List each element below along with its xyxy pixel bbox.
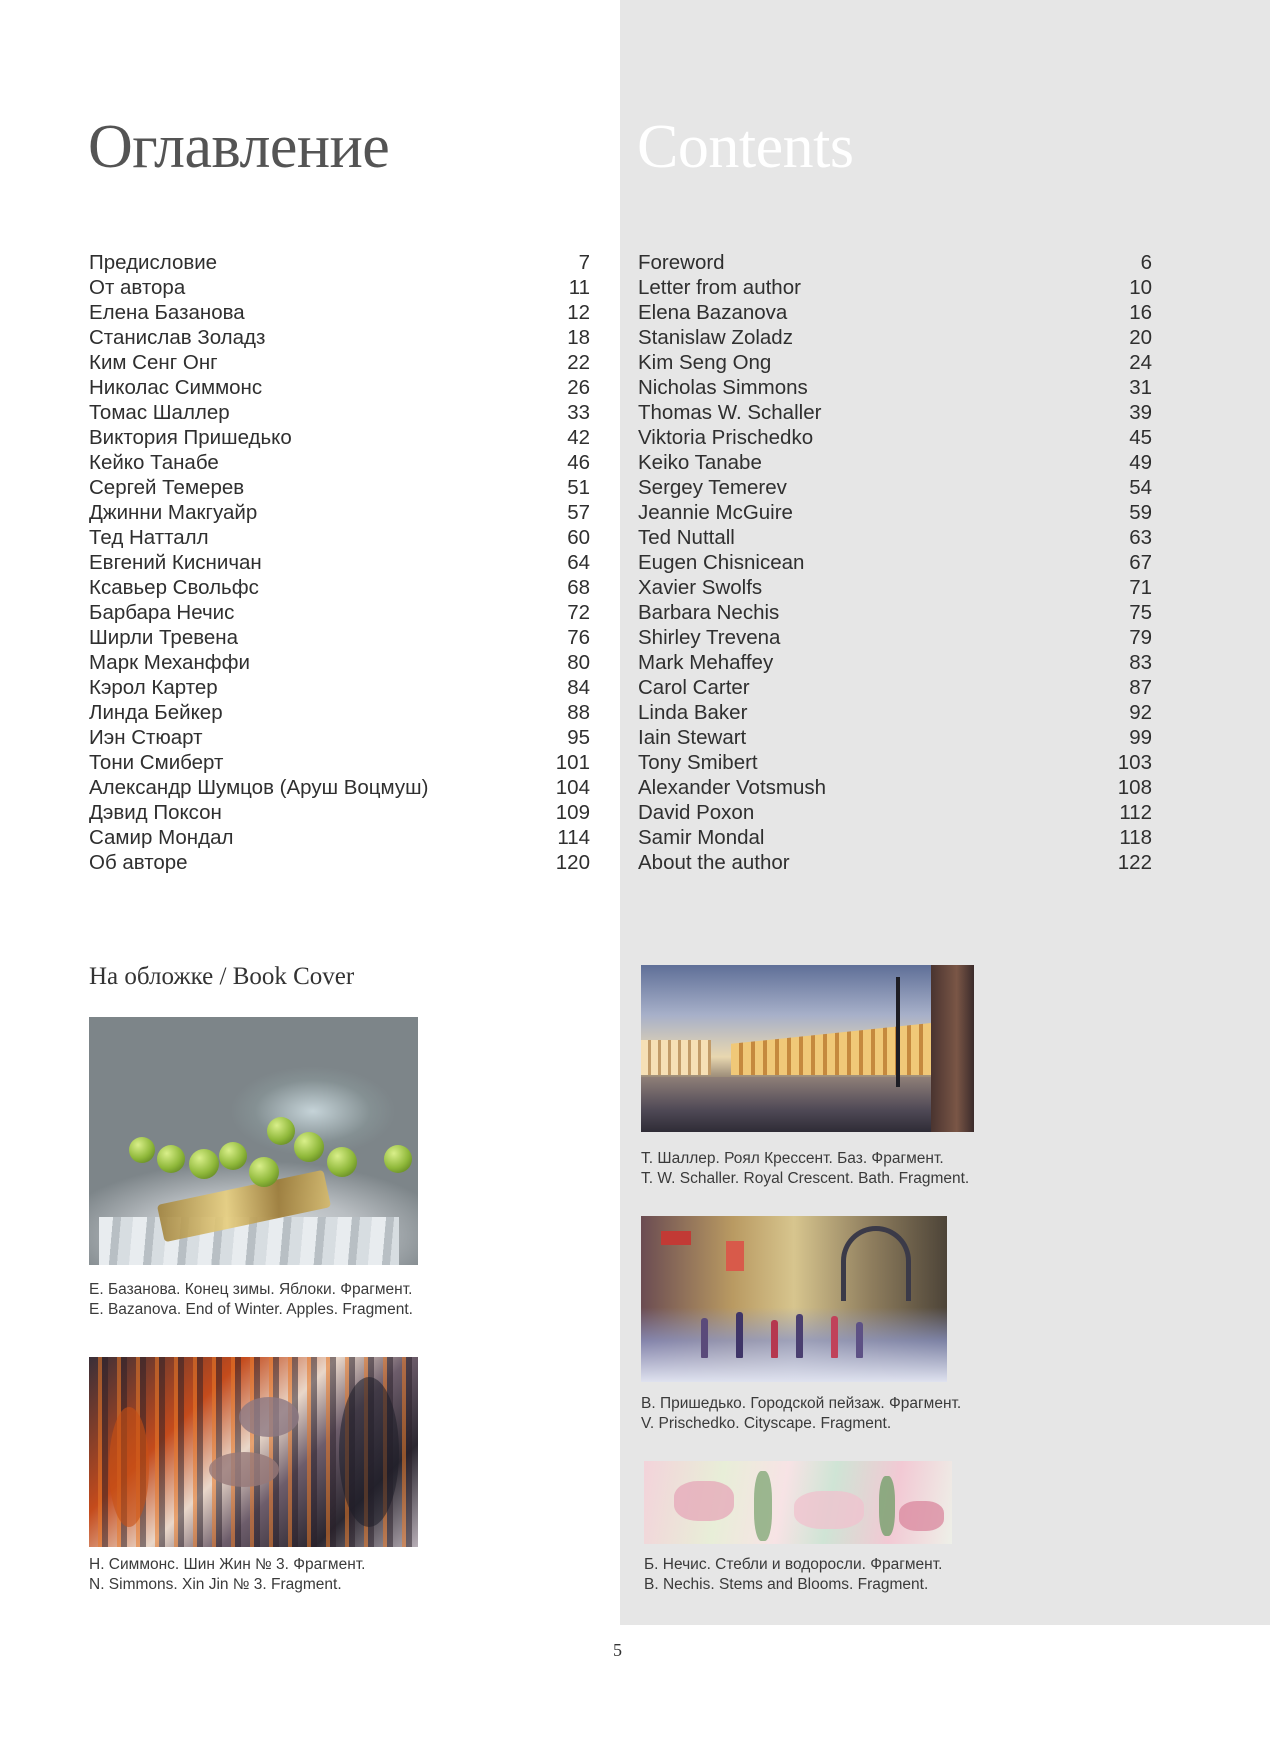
toc-entry-page: 64 xyxy=(567,551,590,574)
toc-entry-page: 20 xyxy=(1129,326,1152,349)
toc-entry-title: Samir Mondal xyxy=(638,826,765,849)
toc-entry[interactable] xyxy=(89,550,590,575)
toc-entry-title: Об авторе xyxy=(89,851,188,874)
toc-entry-title: Иэн Стюарт xyxy=(89,726,203,749)
toc-entry-title: Ким Сенг Онг xyxy=(89,351,218,374)
toc-list-ru xyxy=(89,250,590,875)
caption-nechis-en: B. Nechis. Stems and Blooms. Fragment. xyxy=(644,1576,929,1593)
toc-entry-page: 80 xyxy=(567,651,590,674)
toc-entry-page: 67 xyxy=(1129,551,1152,574)
toc-entry-title: Linda Baker xyxy=(638,701,748,724)
toc-entry-page: 71 xyxy=(1129,576,1152,599)
toc-entry[interactable] xyxy=(89,800,590,825)
toc-entry-page: 10 xyxy=(1129,276,1152,299)
toc-entry[interactable] xyxy=(89,375,590,400)
toc-entry[interactable] xyxy=(638,700,1152,725)
toc-entry[interactable] xyxy=(89,500,590,525)
street-shape xyxy=(641,1077,974,1132)
toc-entry[interactable] xyxy=(638,775,1152,800)
toc-entry-page: 75 xyxy=(1129,601,1152,624)
painting-nechis-image xyxy=(644,1461,952,1544)
person-shape xyxy=(771,1320,778,1358)
toc-entry-page: 18 xyxy=(567,326,590,349)
toc-entry-page: 109 xyxy=(555,801,590,824)
toc-entry-title: Николас Симмонс xyxy=(89,376,263,399)
apple-shape xyxy=(189,1149,219,1179)
toc-entry-title: Xavier Swolfs xyxy=(638,576,763,599)
toc-entry-title: Alexander Votsmush xyxy=(638,776,827,799)
toc-entry-title: Iain Stewart xyxy=(638,726,747,749)
toc-entry-page: 12 xyxy=(567,301,590,324)
book-cover-label: На обложке / Book Cover xyxy=(89,963,355,990)
toc-entry[interactable] xyxy=(638,300,1152,325)
caption-prischedko-ru: В. Пришедько. Городской пейзаж. Фрагмент. xyxy=(641,1395,962,1412)
toc-entry-page: 108 xyxy=(1117,776,1152,799)
toc-entry[interactable] xyxy=(638,525,1152,550)
apple-shape xyxy=(157,1145,185,1173)
caption-apples-ru: Е. Базанова. Конец зимы. Яблоки. Фрагмент. xyxy=(89,1281,413,1298)
toc-entry-page: 39 xyxy=(1129,401,1152,424)
heading-ru: Оглавление xyxy=(88,113,390,181)
apple-shape xyxy=(327,1147,357,1177)
toc-entry[interactable] xyxy=(638,275,1152,300)
toc-entry-title: Евгений Кисничан xyxy=(89,551,262,574)
toc-entry[interactable] xyxy=(638,750,1152,775)
toc-entry[interactable] xyxy=(638,625,1152,650)
toc-entry-page: 79 xyxy=(1129,626,1152,649)
toc-entry-title: Станислав Золадз xyxy=(89,326,266,349)
toc-entry[interactable] xyxy=(89,475,590,500)
apple-shape xyxy=(384,1145,412,1173)
toc-entry-title: Линда Бейкер xyxy=(89,701,223,724)
toc-entry-page: 51 xyxy=(567,476,590,499)
apple-shape xyxy=(267,1117,295,1145)
toc-entry-title: Дэвид Поксон xyxy=(89,801,222,824)
toc-entry-title: Jeannie McGuire xyxy=(638,501,793,524)
toc-entry[interactable] xyxy=(89,700,590,725)
toc-entry-title: Елена Базанова xyxy=(89,301,245,324)
apple-shape xyxy=(294,1132,324,1162)
toc-entry-page: 6 xyxy=(1140,251,1152,274)
toc-entry-title: Tony Smibert xyxy=(638,751,758,774)
toc-entry-title: Тони Смиберт xyxy=(89,751,224,774)
toc-entry-title: Марк Механффи xyxy=(89,651,250,674)
toc-entry-page: 76 xyxy=(567,626,590,649)
toc-entry[interactable] xyxy=(89,275,590,300)
toc-entry-title: Elena Bazanova xyxy=(638,301,788,324)
toc-entry[interactable] xyxy=(89,575,590,600)
bloom-shape xyxy=(899,1501,944,1531)
toc-entry-title: Eugen Chisnicean xyxy=(638,551,805,574)
toc-entry-page: 120 xyxy=(555,851,590,874)
toc-entry-title: David Poxon xyxy=(638,801,755,824)
toc-entry-title: Самир Мондал xyxy=(89,826,234,849)
toc-entry-page: 63 xyxy=(1129,526,1152,549)
toc-entry-page: 42 xyxy=(567,426,590,449)
flag-shape xyxy=(726,1241,744,1271)
caption-schaller-en: T. W. Schaller. Royal Crescent. Bath. Fragment. xyxy=(641,1170,970,1187)
flag-shape xyxy=(661,1231,691,1245)
toc-entry-title: Nicholas Simmons xyxy=(638,376,808,399)
caption-schaller-ru: Т. Шаллер. Роял Крессент. Баз. Фрагмент. xyxy=(641,1150,944,1167)
toc-list-en xyxy=(638,250,1152,875)
toc-entry[interactable] xyxy=(638,575,1152,600)
toc-entry-page: 45 xyxy=(1129,426,1152,449)
toc-entry-page: 22 xyxy=(567,351,590,374)
toc-entry-page: 103 xyxy=(1117,751,1152,774)
toc-entry[interactable] xyxy=(89,825,590,850)
apple-shape xyxy=(249,1157,279,1187)
toc-entry[interactable] xyxy=(638,550,1152,575)
heading-en: Contents xyxy=(637,113,854,181)
toc-entry[interactable] xyxy=(89,250,590,275)
toc-entry-page: 84 xyxy=(567,676,590,699)
toc-entry[interactable] xyxy=(89,625,590,650)
toc-entry[interactable] xyxy=(89,600,590,625)
toc-entry-title: Александр Шумцов (Аруш Воцмуш) xyxy=(89,776,429,799)
toc-entry-page: 33 xyxy=(567,401,590,424)
toc-entry-title: Предисловие xyxy=(89,251,218,274)
toc-entry[interactable] xyxy=(89,725,590,750)
toc-entry[interactable] xyxy=(638,350,1152,375)
toc-entry-title: Stanislaw Zoladz xyxy=(638,326,793,349)
toc-entry[interactable] xyxy=(638,800,1152,825)
toc-entry-page: 114 xyxy=(557,826,590,849)
toc-entry[interactable] xyxy=(638,475,1152,500)
toc-entry-title: Ширли Тревена xyxy=(89,626,239,649)
toc-entry-title: Тед Натталл xyxy=(89,526,209,549)
toc-entry-page: 101 xyxy=(555,751,590,774)
toc-entry[interactable] xyxy=(89,850,590,875)
toc-entry[interactable] xyxy=(89,400,590,425)
toc-entry-title: Барбара Нечис xyxy=(89,601,235,624)
person-shape xyxy=(831,1316,838,1358)
painting-simmons-image xyxy=(89,1357,418,1547)
page-number: 5 xyxy=(613,1640,622,1660)
toc-entry[interactable] xyxy=(638,850,1152,875)
toc-entry-page: 7 xyxy=(578,251,590,274)
caption-simmons-ru: Н. Симмонс. Шин Жин № 3. Фрагмент. xyxy=(89,1556,366,1573)
caption-simmons-en: N. Simmons. Xin Jin № 3. Fragment. xyxy=(89,1576,342,1593)
toc-entry-page: 83 xyxy=(1129,651,1152,674)
toc-entry-page: 112 xyxy=(1119,801,1152,824)
painting-apples-image xyxy=(89,1017,418,1265)
toc-entry[interactable] xyxy=(638,650,1152,675)
toc-entry-page: 118 xyxy=(1119,826,1152,849)
toc-entry-title: Кэрол Картер xyxy=(89,676,218,699)
toc-entry[interactable] xyxy=(89,450,590,475)
toc-entry[interactable] xyxy=(638,400,1152,425)
toc-entry-title: Ксавьер Свольфс xyxy=(89,576,259,599)
toc-entry-page: 92 xyxy=(1129,701,1152,724)
abstract-shape xyxy=(339,1377,399,1527)
caption-prischedko xyxy=(641,1394,961,1434)
lamppost-shape xyxy=(896,977,900,1087)
toc-entry-page: 95 xyxy=(567,726,590,749)
toc-entry[interactable] xyxy=(638,600,1152,625)
caption-schaller xyxy=(641,1149,969,1189)
arch-shape xyxy=(841,1226,911,1301)
toc-entry[interactable] xyxy=(638,375,1152,400)
toc-entry[interactable] xyxy=(638,725,1152,750)
painting-schaller-image xyxy=(641,965,974,1132)
toc-entry-title: About the author xyxy=(638,851,790,874)
toc-entry[interactable] xyxy=(638,425,1152,450)
toc-entry-page: 99 xyxy=(1129,726,1152,749)
abstract-shape xyxy=(109,1407,149,1527)
toc-entry-page: 11 xyxy=(568,276,590,299)
caption-nechis xyxy=(644,1555,942,1595)
apple-shape xyxy=(219,1142,247,1170)
toc-entry-title: Shirley Trevena xyxy=(638,626,781,649)
toc-entry-title: Ted Nuttall xyxy=(638,526,735,549)
toc-entry[interactable] xyxy=(89,650,590,675)
pillar-shape xyxy=(931,965,974,1132)
toc-entry[interactable] xyxy=(89,750,590,775)
toc-entry-title: Виктория Пришедько xyxy=(89,426,292,449)
toc-entry-title: Джинни Макгуайр xyxy=(89,501,258,524)
caption-apples xyxy=(89,1280,413,1320)
toc-entry-page: 104 xyxy=(555,776,590,799)
painting-prischedko-image xyxy=(641,1216,947,1382)
toc-entry-title: Sergey Temerev xyxy=(638,476,787,499)
crescent-building-shape xyxy=(731,1023,931,1075)
toc-entry-page: 54 xyxy=(1129,476,1152,499)
toc-entry-title: Barbara Nechis xyxy=(638,601,780,624)
toc-entry-page: 59 xyxy=(1129,501,1152,524)
caption-prischedko-en: V. Prischedko. Cityscape. Fragment. xyxy=(641,1415,892,1432)
toc-entry[interactable] xyxy=(638,325,1152,350)
toc-entry-title: Кейко Танабе xyxy=(89,451,219,474)
building-left-shape xyxy=(641,1040,711,1075)
toc-entry-page: 68 xyxy=(567,576,590,599)
toc-entry-page: 122 xyxy=(1117,851,1152,874)
toc-entry-page: 87 xyxy=(1129,676,1152,699)
toc-entry-page: 60 xyxy=(567,526,590,549)
toc-entry-title: Keiko Tanabe xyxy=(638,451,762,474)
toc-entry-page: 49 xyxy=(1129,451,1152,474)
toc-entry-page: 72 xyxy=(567,601,590,624)
toc-entry-title: Viktoria Prischedko xyxy=(638,426,814,449)
toc-entry-page: 26 xyxy=(567,376,590,399)
caption-nechis-ru: Б. Нечис. Стебли и водоросли. Фрагмент. xyxy=(644,1556,943,1573)
toc-entry[interactable] xyxy=(89,425,590,450)
stem-shape xyxy=(754,1471,772,1541)
toc-entry-title: Mark Mehaffey xyxy=(638,651,774,674)
toc-entry-page: 24 xyxy=(1129,351,1152,374)
toc-entry-title: Foreword xyxy=(638,251,725,274)
toc-entry-page: 46 xyxy=(567,451,590,474)
abstract-shape xyxy=(209,1452,279,1487)
toc-entry-page: 16 xyxy=(1129,301,1152,324)
toc-entry[interactable] xyxy=(89,350,590,375)
toc-entry-title: Thomas W. Schaller xyxy=(638,401,822,424)
toc-entry[interactable] xyxy=(638,500,1152,525)
person-shape xyxy=(736,1312,743,1358)
caption-simmons xyxy=(89,1555,365,1595)
toc-entry-title: Сергей Темерев xyxy=(89,476,245,499)
toc-entry-title: Kim Seng Ong xyxy=(638,351,772,374)
toc-entry-title: Томас Шаллер xyxy=(89,401,230,424)
person-shape xyxy=(701,1318,708,1358)
person-shape xyxy=(796,1314,803,1358)
toc-entry-title: От автора xyxy=(89,276,186,299)
caption-apples-en: E. Bazanova. End of Winter. Apples. Fragment. xyxy=(89,1301,413,1318)
toc-entry[interactable] xyxy=(89,300,590,325)
toc-entry-page: 57 xyxy=(567,501,590,524)
apple-shape xyxy=(129,1137,155,1163)
toc-entry[interactable] xyxy=(89,675,590,700)
toc-entry[interactable] xyxy=(638,450,1152,475)
toc-entry[interactable] xyxy=(89,775,590,800)
toc-entry-page: 31 xyxy=(1129,376,1152,399)
toc-entry-page: 88 xyxy=(567,701,590,724)
abstract-shape xyxy=(239,1397,299,1437)
toc-entry[interactable] xyxy=(638,675,1152,700)
toc-entry-title: Carol Carter xyxy=(638,676,750,699)
toc-entry[interactable] xyxy=(89,325,590,350)
toc-entry-title: Letter from author xyxy=(638,276,801,299)
stem-shape xyxy=(879,1476,895,1536)
person-shape xyxy=(856,1322,863,1358)
toc-entry[interactable] xyxy=(638,250,1152,275)
toc-entry[interactable] xyxy=(638,825,1152,850)
bloom-shape xyxy=(794,1491,864,1529)
bloom-shape xyxy=(674,1481,734,1521)
toc-entry[interactable] xyxy=(89,525,590,550)
